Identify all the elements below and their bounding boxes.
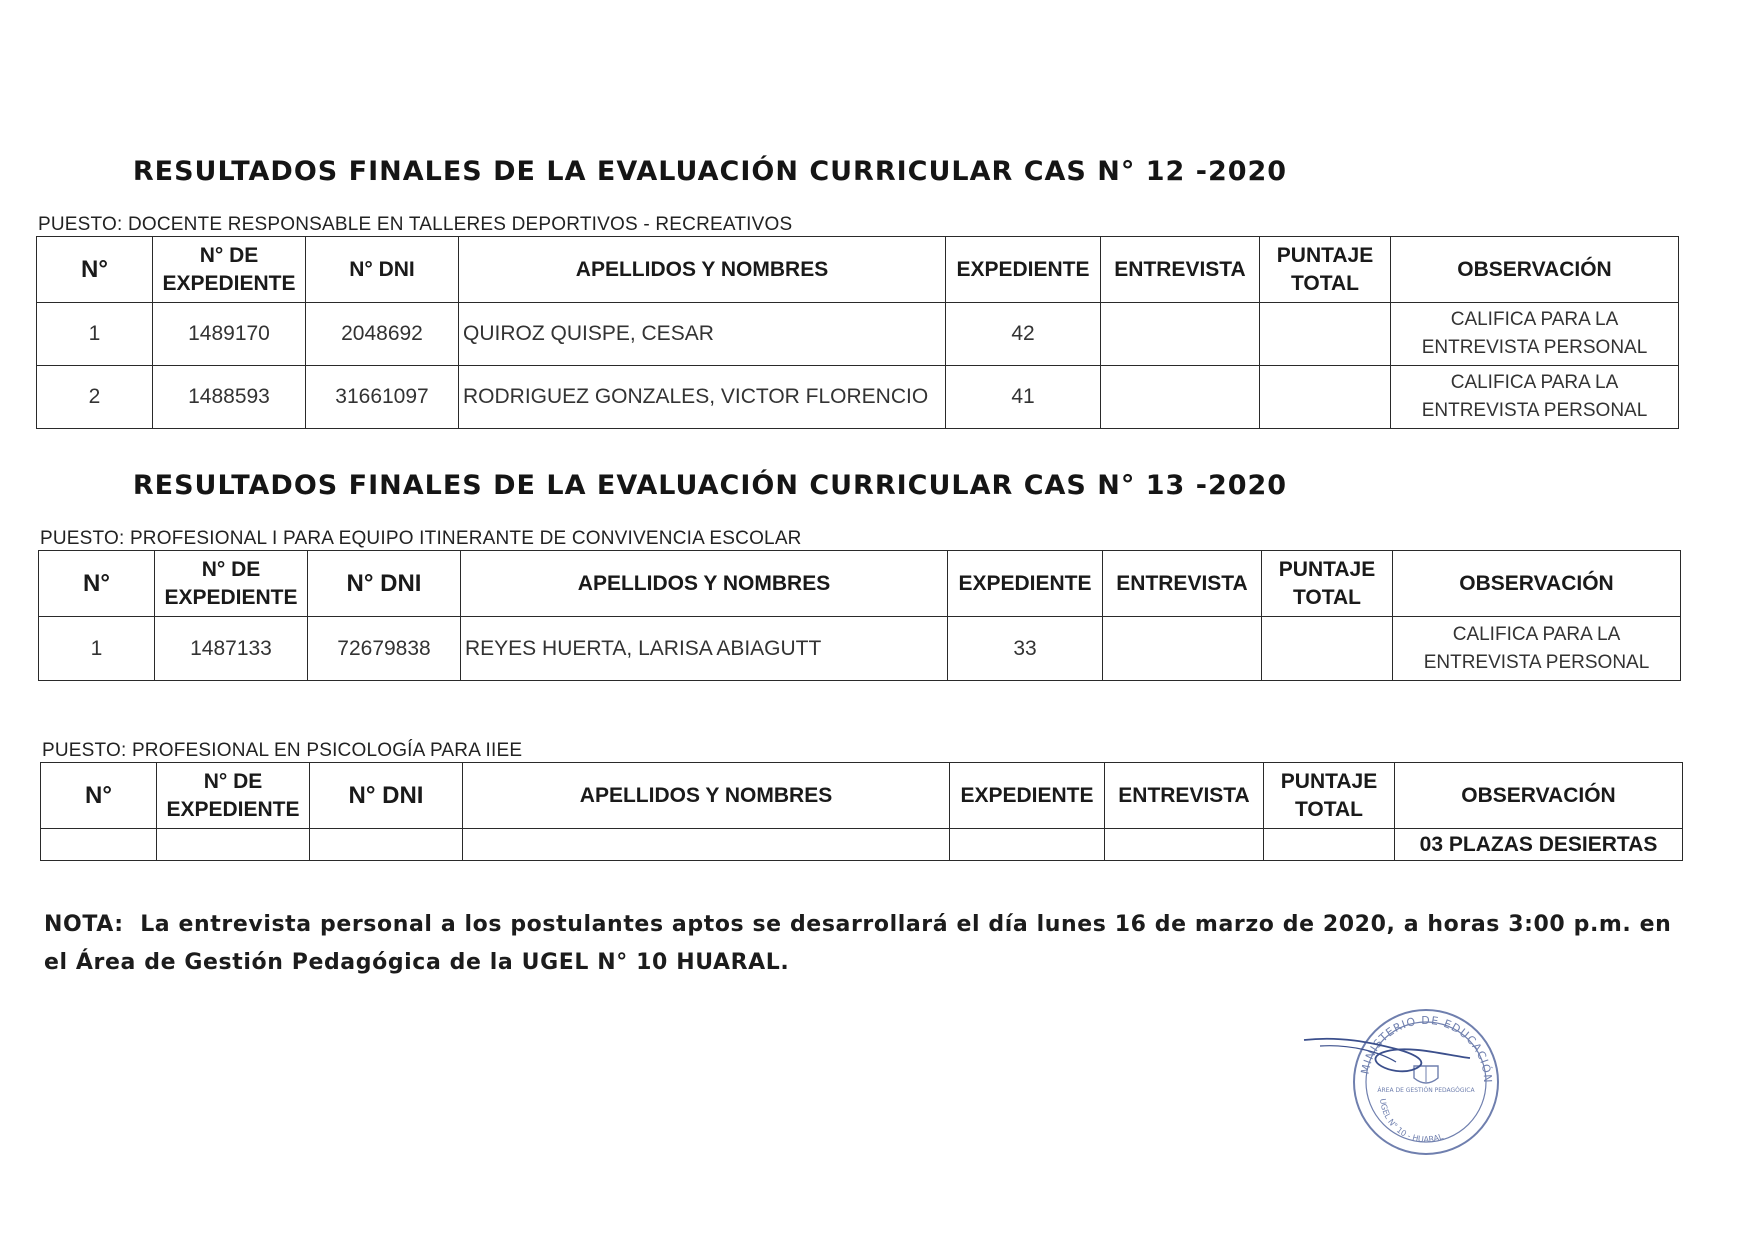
header-expediente: EXPEDIENTE: [950, 763, 1105, 829]
nota-label: NOTA:: [44, 912, 124, 937]
section1-table: [36, 236, 1679, 429]
cell-dni: 31661097: [306, 366, 459, 429]
header-n: N°: [39, 551, 155, 617]
cell-n: 2: [37, 366, 153, 429]
cell-dni: 2048692: [306, 303, 459, 366]
cell-puntaje: [1262, 617, 1393, 681]
table-header-row: [41, 763, 1683, 829]
cell-expediente: [950, 829, 1105, 861]
cell-nombres: REYES HUERTA, LARISA ABIAGUTT: [461, 617, 948, 681]
cell-nombres: QUIROZ QUISPE, CESAR: [459, 303, 946, 366]
section2-title: RESULTADOS FINALES DE LA EVALUACIÓN CURRICULAR CAS N° 13 -2020: [132, 470, 1288, 501]
cell-expediente: 41: [946, 366, 1101, 429]
cell-observacion: CALIFICA PARA LA ENTREVISTA PERSONAL: [1393, 617, 1681, 681]
cell-observacion: CALIFICA PARA LA ENTREVISTA PERSONAL: [1391, 303, 1679, 366]
table-header-row: [37, 237, 1679, 303]
header-dni: N° DNI: [310, 763, 463, 829]
cell-entrevista: [1101, 366, 1260, 429]
table-row: [37, 366, 1679, 429]
cell-entrevista: [1103, 617, 1262, 681]
header-expediente-no: N° DE EXPEDIENTE: [157, 763, 310, 829]
cell-nombres: [463, 829, 950, 861]
cell-observacion: CALIFICA PARA LA ENTREVISTA PERSONAL: [1391, 366, 1679, 429]
stamp-top-text: MINISTERIO DE EDUCACIÓN: [1358, 1013, 1495, 1084]
header-puntaje: PUNTAJE TOTAL: [1260, 237, 1391, 303]
header-dni: N° DNI: [306, 237, 459, 303]
nota-text: La entrevista personal a los postulantes aptos se desarrollará el día lunes 16 de marzo de 2020, a horas 3:00 p.m. en el Área de Gestión Pedagógica de la UGEL N° 10 HUARAL.: [44, 912, 1672, 975]
header-entrevista: ENTREVISTA: [1101, 237, 1260, 303]
cell-expediente-no: 1489170: [153, 303, 306, 366]
section3-table: [40, 762, 1683, 861]
section2-table: [38, 550, 1681, 681]
cell-puntaje: [1260, 366, 1391, 429]
table-row: [41, 829, 1683, 861]
nota-paragraph: [44, 906, 1684, 982]
cell-entrevista: [1101, 303, 1260, 366]
header-observacion: OBSERVACIÓN: [1393, 551, 1681, 617]
header-entrevista: ENTREVISTA: [1105, 763, 1264, 829]
cell-dni: 72679838: [308, 617, 461, 681]
cell-n: [41, 829, 157, 861]
table-header-row: [39, 551, 1681, 617]
cell-n: 1: [39, 617, 155, 681]
header-nombres: APELLIDOS Y NOMBRES: [461, 551, 948, 617]
header-nombres: APELLIDOS Y NOMBRES: [463, 763, 950, 829]
cell-expediente-no: 1488593: [153, 366, 306, 429]
cell-expediente: 42: [946, 303, 1101, 366]
header-nombres: APELLIDOS Y NOMBRES: [459, 237, 946, 303]
stamp-bottom-text: UGEL N° 10 - HUARAL: [1378, 1097, 1445, 1145]
svg-text:UGEL N° 10 - HUARAL: [1378, 1098, 1445, 1144]
cell-observacion: 03 PLAZAS DESIERTAS: [1395, 829, 1683, 861]
section2-puesto: PUESTO: PROFESIONAL I PARA EQUIPO ITINERANTE DE CONVIVENCIA ESCOLAR: [40, 528, 802, 549]
header-expediente-no: N° DE EXPEDIENTE: [153, 237, 306, 303]
cell-dni: [310, 829, 463, 861]
cell-expediente-no: [157, 829, 310, 861]
cell-entrevista: [1105, 829, 1264, 861]
section1-puesto: PUESTO: DOCENTE RESPONSABLE EN TALLERES DEPORTIVOS - RECREATIVOS: [38, 214, 793, 235]
cell-puntaje: [1264, 829, 1395, 861]
official-stamp-seal: [1300, 1000, 1520, 1160]
header-puntaje: PUNTAJE TOTAL: [1264, 763, 1395, 829]
header-dni: N° DNI: [308, 551, 461, 617]
cell-expediente-no: 1487133: [155, 617, 308, 681]
cell-n: 1: [37, 303, 153, 366]
stamp-mid-text: ÁREA DE GESTIÓN PEDAGÓGICA: [1377, 1087, 1475, 1094]
signature-scribble: [1304, 1039, 1470, 1072]
header-observacion: OBSERVACIÓN: [1395, 763, 1683, 829]
section1-title: RESULTADOS FINALES DE LA EVALUACIÓN CURRICULAR CAS N° 12 -2020: [132, 156, 1288, 187]
section3-puesto: PUESTO: PROFESIONAL EN PSICOLOGÍA PARA IIEE: [42, 740, 523, 761]
header-expediente-no: N° DE EXPEDIENTE: [155, 551, 308, 617]
header-expediente: EXPEDIENTE: [948, 551, 1103, 617]
table-row: [37, 303, 1679, 366]
cell-expediente: 33: [948, 617, 1103, 681]
table-row: [39, 617, 1681, 681]
header-expediente: EXPEDIENTE: [946, 237, 1101, 303]
header-puntaje: PUNTAJE TOTAL: [1262, 551, 1393, 617]
cell-nombres: RODRIGUEZ GONZALES, VICTOR FLORENCIO: [459, 366, 946, 429]
header-observacion: OBSERVACIÓN: [1391, 237, 1679, 303]
header-n: N°: [37, 237, 153, 303]
cell-puntaje: [1260, 303, 1391, 366]
header-n: N°: [41, 763, 157, 829]
header-entrevista: ENTREVISTA: [1103, 551, 1262, 617]
